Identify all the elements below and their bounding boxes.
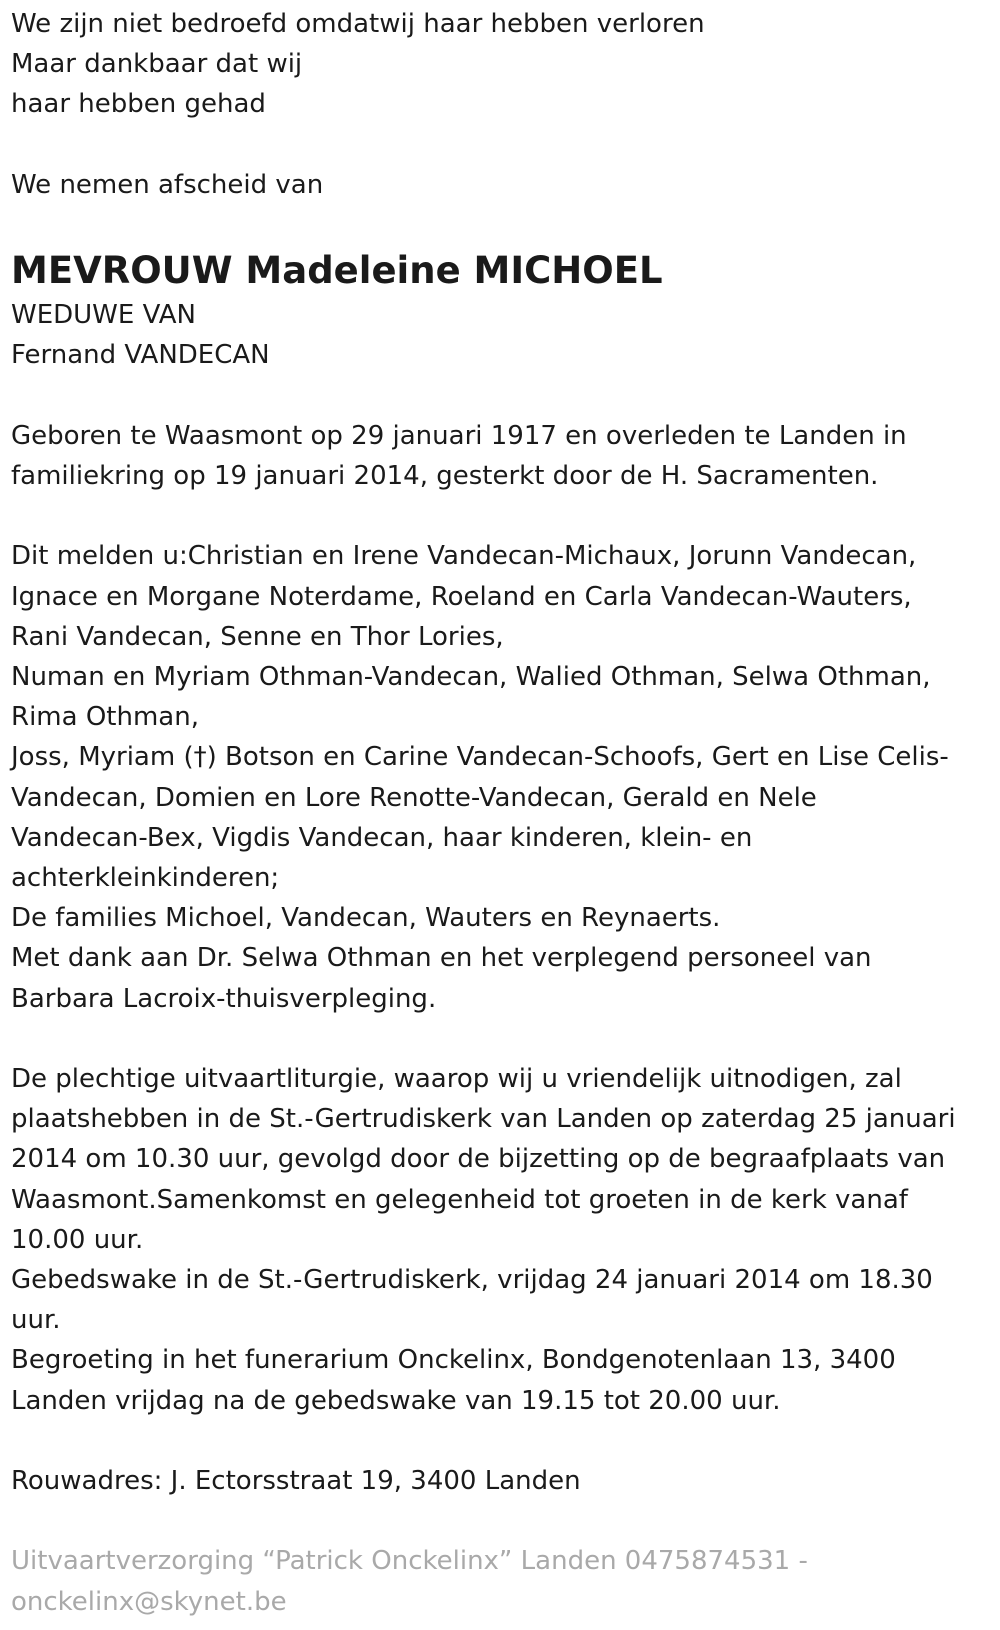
paragraph-line: De families Michoel, Vandecan, Wauters en Reynaerts. bbox=[11, 903, 721, 934]
spacer bbox=[11, 1421, 986, 1461]
paragraph-line: Begroeting in het funerarium Onckelinx, Bondgenotenlaan 13, 3400 bbox=[11, 1345, 896, 1376]
paragraph-line: Vandecan-Bex, Vigdis Vandecan, haar kinderen, klein- en bbox=[11, 822, 753, 853]
quote-line: Maar dankbaar dat wij bbox=[11, 49, 303, 80]
spacer bbox=[11, 376, 986, 416]
ceremony-paragraph bbox=[11, 1059, 986, 1421]
opening-quote bbox=[11, 4, 986, 125]
paragraph-line: Geboren te Waasmont op 29 januari 1917 en overleden te Landen in bbox=[11, 420, 907, 451]
spacer bbox=[11, 1019, 986, 1059]
birth-death-paragraph bbox=[11, 416, 986, 496]
paragraph-line: Barbara Lacroix-thuisverpleging. bbox=[11, 983, 437, 1014]
spouse-name: Fernand VANDECAN bbox=[11, 340, 270, 371]
quote-line: haar hebben gehad bbox=[11, 89, 266, 120]
footer-line: Uitvaartverzorging “Patrick Onckelinx” Landen 0475874531 - bbox=[11, 1546, 808, 1577]
paragraph-line: Numan en Myriam Othman-Vandecan, Walied Othman, Selwa Othman, bbox=[11, 661, 931, 692]
widow-title: WEDUWE VAN bbox=[11, 300, 196, 331]
spacer bbox=[11, 1501, 986, 1541]
announcement-paragraph bbox=[11, 536, 986, 1018]
paragraph-line: achterkleinkinderen; bbox=[11, 863, 280, 893]
paragraph-line: familiekring op 19 januari 2014, gesterkt door de H. Sacramenten. bbox=[11, 460, 879, 491]
paragraph-line: 10.00 uur. bbox=[11, 1224, 144, 1255]
mourning-address: Rouwadres: J. Ectorsstraat 19, 3400 Landen bbox=[11, 1466, 581, 1497]
paragraph-line: Rani Vandecan, Senne en Thor Lories, bbox=[11, 621, 504, 652]
spacer bbox=[11, 125, 986, 165]
paragraph-line: De plechtige uitvaartliturgie, waarop wij u vriendelijk uitnodigen, zal bbox=[11, 1064, 902, 1094]
paragraph-line: plaatshebben in de St.-Gertrudiskerk van Landen op zaterdag 25 januari bbox=[11, 1104, 956, 1135]
paragraph-line: Landen vrijdag na de gebedswake van 19.15 tot 20.00 uur. bbox=[11, 1385, 781, 1416]
paragraph-line: Ignace en Morgane Noterdame, Roeland en Carla Vandecan-Wauters, bbox=[11, 581, 912, 612]
paragraph-line: Dit melden u:Christian en Irene Vandecan-Michaux, Jorunn Vandecan, bbox=[11, 541, 917, 572]
intro-text: We nemen afscheid van bbox=[11, 169, 324, 200]
paragraph-line: 2014 om 10.30 uur, gevolgd door de bijzetting op de begraafplaats van bbox=[11, 1144, 946, 1175]
paragraph-line: Vandecan, Domien en Lore Renotte-Vandecan, Gerald en Nele bbox=[11, 782, 817, 813]
paragraph-line: Gebedswake in de St.-Gertrudiskerk, vrijdag 24 januari 2014 om 18.30 bbox=[11, 1265, 933, 1296]
funeral-director-footer bbox=[11, 1541, 986, 1621]
quote-line: We zijn niet bedroefd omdatwij haar hebben verloren bbox=[11, 9, 705, 39]
paragraph-line: Joss, Myriam (†) Botson en Carine Vandecan-Schoofs, Gert en Lise Celis- bbox=[11, 742, 949, 773]
spacer bbox=[11, 496, 986, 536]
paragraph-line: Waasmont.Samenkomst en gelegenheid tot groeten in de kerk vanaf bbox=[11, 1184, 908, 1215]
paragraph-line: uur. bbox=[11, 1305, 61, 1336]
paragraph-line: Rima Othman, bbox=[11, 702, 199, 733]
obituary-document bbox=[11, 4, 986, 1622]
deceased-name: MEVROUW Madeleine MICHOEL bbox=[11, 249, 663, 293]
spacer bbox=[11, 205, 986, 245]
paragraph-line: Met dank aan Dr. Selwa Othman en het verplegend personeel van bbox=[11, 943, 872, 974]
footer-email: onckelinx@skynet.be bbox=[11, 1586, 287, 1617]
